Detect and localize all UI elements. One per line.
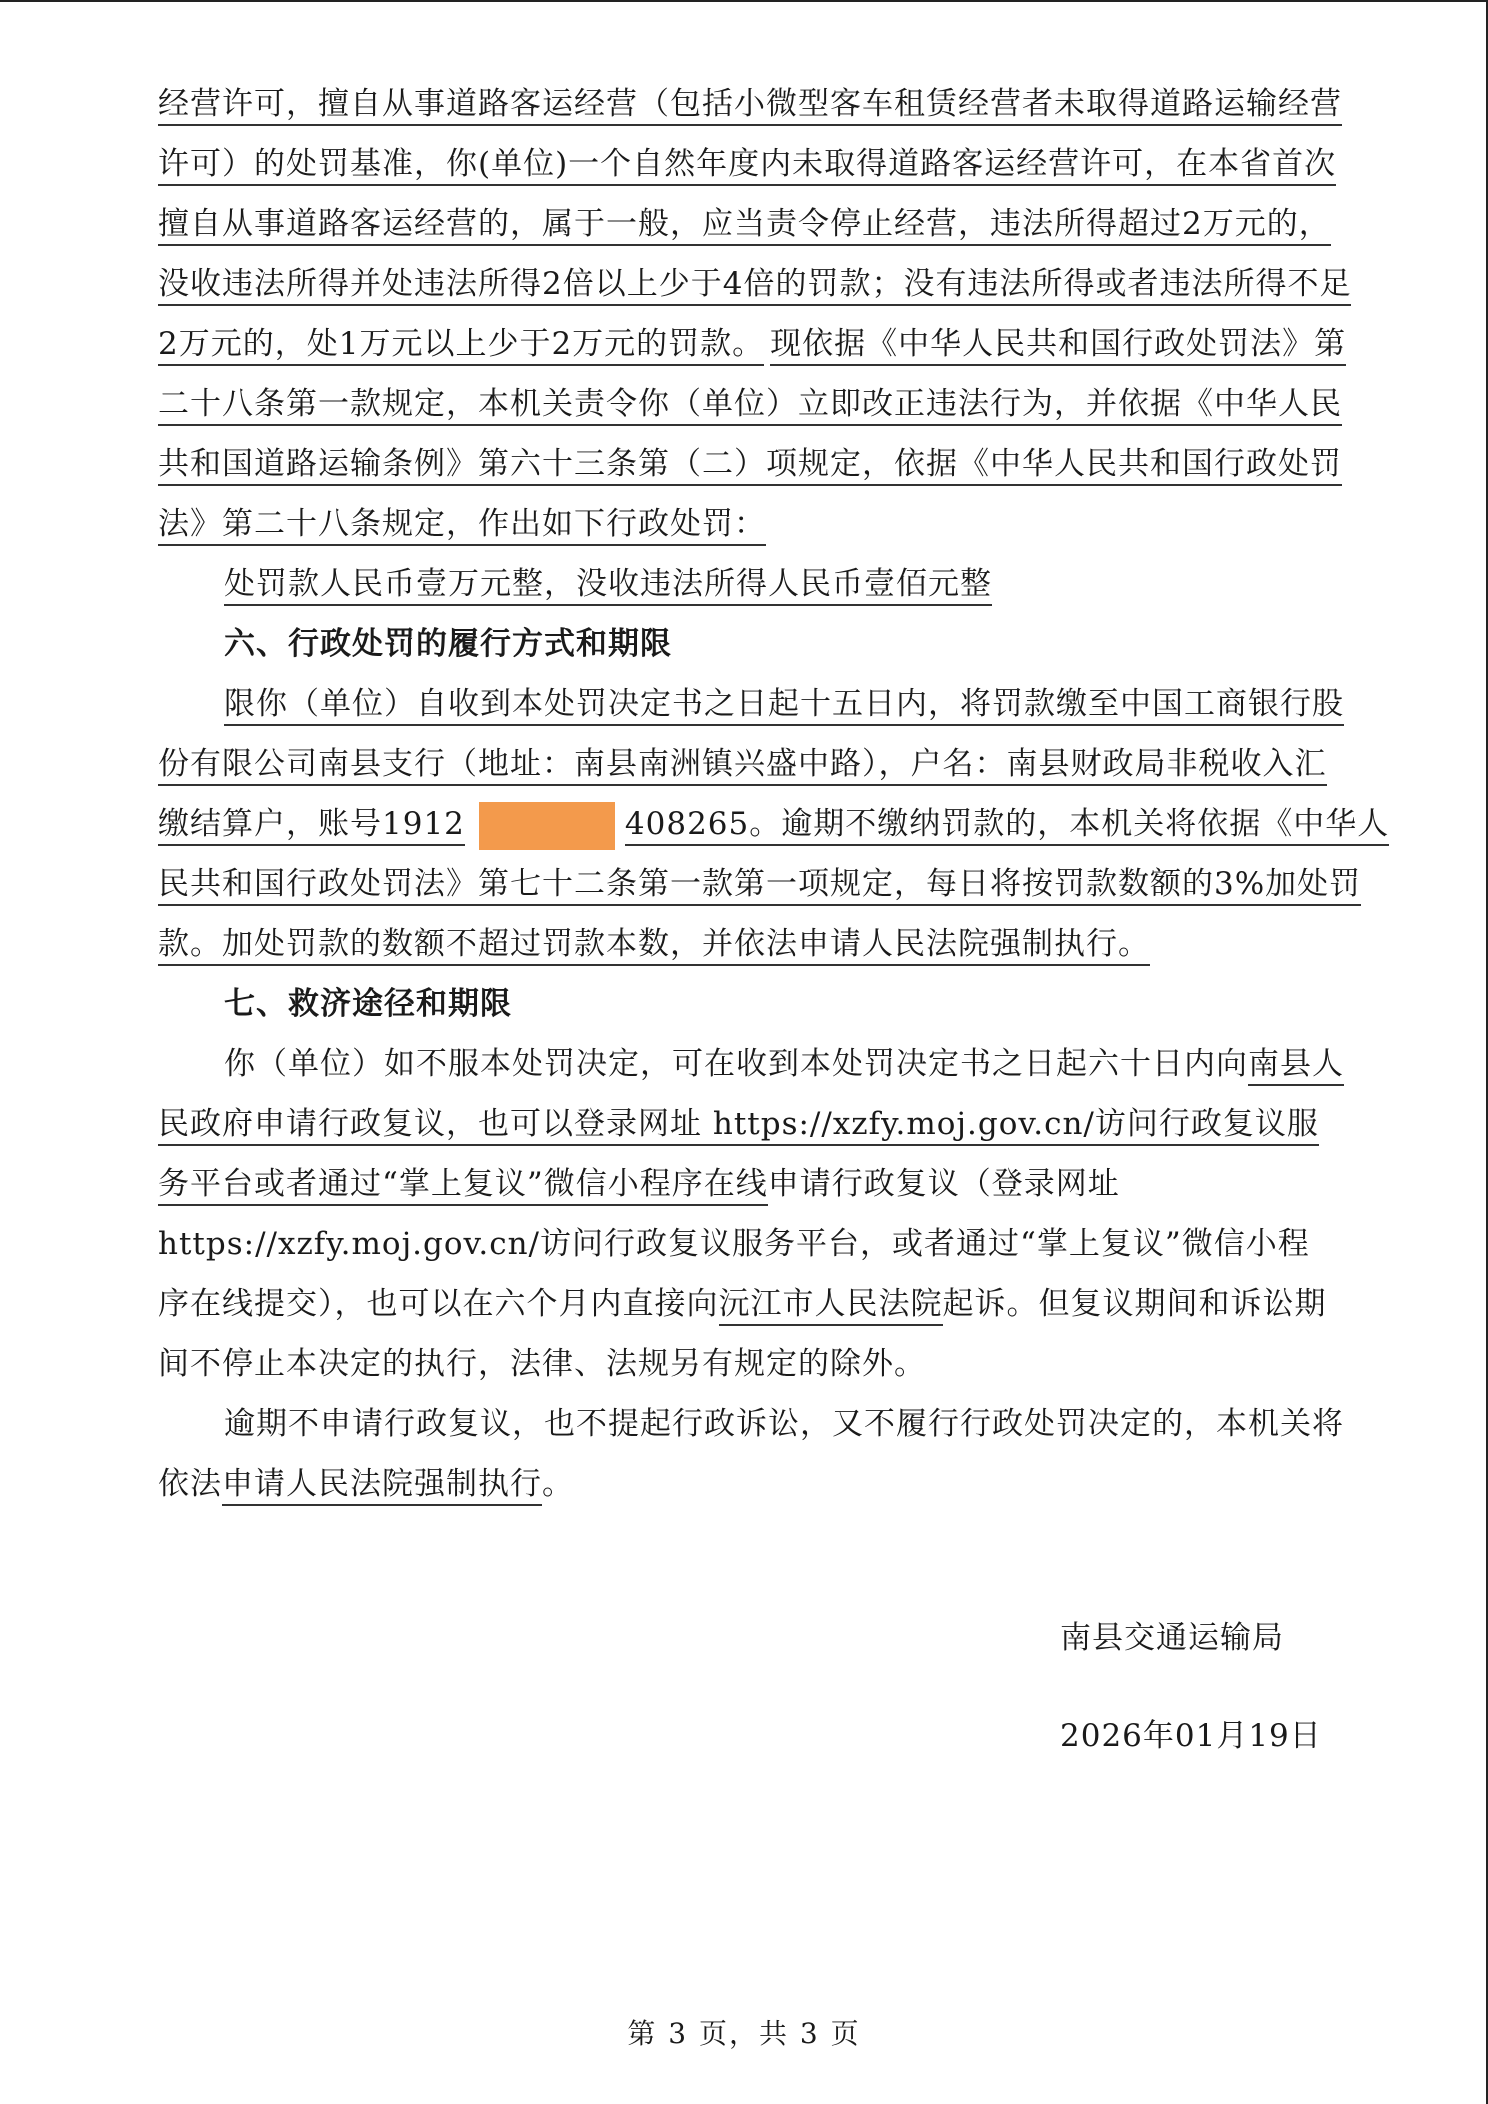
page-number-footer: 第 3 页，共 3 页 [627, 2017, 861, 2050]
section7-line-6: 间不停止本决定的执行，法律、法规另有规定的除外。 [158, 1346, 926, 1382]
para1-line-2: 许可）的处罚基准，你(单位)一个自然年度内未取得道路客运经营许可，在本省首次 [158, 134, 1408, 194]
section6-heading: 六、行政处罚的履行方式和期限 [224, 626, 672, 662]
section6-line-2: 份有限公司南县支行（地址：南县南洲镇兴盛中路），户名：南县财政局非税收入汇 [158, 734, 1408, 794]
section7-line-5: 序在线提交），也可以在六个月内直接向沅江市人民法院起诉。但复议期间和诉讼期 [158, 1274, 1408, 1334]
closing-line-1: 逾期不申请行政复议，也不提起行政诉讼，又不履行行政处罚决定的，本机关将 [224, 1406, 1344, 1442]
section7-line-2: 民政府申请行政复议，也可以登录网址 https://xzfy.moj.gov.cn/访问行政复议服 [158, 1094, 1408, 1154]
closing-line-2: 依法申请人民法院强制执行。 [158, 1454, 1408, 1514]
signature-organization: 南县交通运输局 [1060, 1620, 1284, 1656]
signature-date: 2026年01月19日 [1060, 1718, 1322, 1754]
para1-line-6: 二十八条第一款规定，本机关责令你（单位）立即改正违法行为，并依据《中华人民 [158, 374, 1408, 434]
section7-line-1: 你（单位）如不服本处罚决定，可在收到本处罚决定书之日起六十日内向南县人 [158, 1034, 1408, 1094]
account-number-redaction [479, 802, 615, 850]
section6-line-5: 款。加处罚款的数额不超过罚款本数，并依法申请人民法院强制执行。 [158, 914, 1408, 974]
section7-line-4: https://xzfy.moj.gov.cn/访问行政复议服务平台，或者通过“掌上复议”微信小程 [158, 1226, 1310, 1262]
para1-line-3: 擅自从事道路客运经营的，属于一般，应当责令停止经营，违法所得超过2万元的， [158, 194, 1408, 254]
para1-line-1: 经营许可，擅自从事道路客运经营（包括小微型客车租赁经营者未取得道路运输经营 [158, 74, 1408, 134]
para1-line-7: 共和国道路运输条例》第六十三条第（二）项规定，依据《中华人民共和国行政处罚 [158, 434, 1408, 494]
section6-line-1: 限你（单位）自收到本处罚决定书之日起十五日内，将罚款缴至中国工商银行股 [158, 674, 1408, 734]
para1-line-4: 没收违法所得并处违法所得2倍以上少于4倍的罚款；没有违法所得或者违法所得不足 [158, 254, 1408, 314]
para1-line-5: 2万元的，处1万元以上少于2万元的罚款。 现依据《中华人民共和国行政处罚法》第 [158, 314, 1408, 374]
section6-line-3: 缴结算户，账号1912 408265。逾期不缴纳罚款的，本机关将依据《中华人 [158, 794, 1408, 854]
section6-line-4: 民共和国行政处罚法》第七十二条第一款第一项规定，每日将按罚款数额的3%加处罚 [158, 854, 1408, 914]
section7-line-3: 务平台或者通过“掌上复议”微信小程序在线申请行政复议（登录网址 [158, 1154, 1408, 1214]
penalty-line: 处罚款人民币壹万元整，没收违法所得人民币壹佰元整 [158, 554, 1408, 614]
document-body [158, 74, 1408, 1514]
section7-heading: 七、救济途径和期限 [224, 986, 512, 1022]
page-border-top [0, 0, 1488, 2]
para1-line-8: 法》第二十八条规定，作出如下行政处罚： [158, 494, 1408, 554]
